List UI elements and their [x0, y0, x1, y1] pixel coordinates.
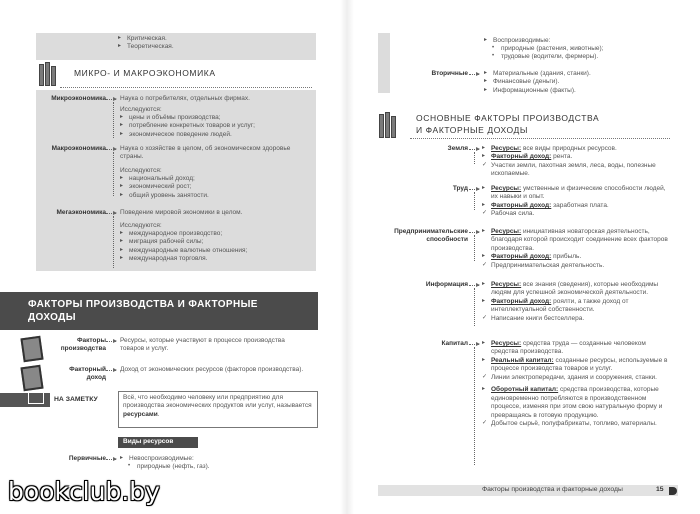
- resources-key: Ресурсы:: [491, 185, 522, 192]
- macro-arrow: [106, 149, 116, 150]
- note-text-end: .: [157, 410, 160, 418]
- list-item: ▸ цены и объёмы производства;: [120, 114, 310, 122]
- book-icon-2: [20, 365, 43, 392]
- primary-subitems: [120, 463, 310, 471]
- note-box: [118, 391, 318, 428]
- capital-resources: [482, 340, 674, 357]
- list-item: ▸ миграция рабочей силы;: [120, 238, 310, 246]
- macro-studies: Исследуются:: [120, 167, 162, 174]
- secondary-label: Вторичные: [431, 70, 468, 77]
- income-key: Факторный доход:: [491, 153, 552, 161]
- factors-arrow: [106, 341, 116, 342]
- secondary-items: [484, 70, 674, 95]
- section-title-block: [36, 60, 318, 90]
- micro-studies: Исследуются:: [120, 106, 162, 113]
- macro-label: Макроэкономика: [51, 145, 106, 152]
- page-number: 15: [656, 486, 664, 493]
- list-item: ▸ Критическая.: [118, 35, 308, 43]
- list-item: ▸ международные валютные отношения;: [120, 247, 310, 255]
- income-text: прибыль.: [551, 253, 582, 261]
- list-item: • трудовые (водители, фермеры).: [492, 53, 674, 61]
- books-icon: [379, 112, 396, 138]
- list-item: ▸ общий уровень занятости.: [120, 192, 310, 200]
- land-arrow: [469, 149, 479, 150]
- entrepreneurship-resources: [482, 228, 674, 253]
- mega-description: Поведение мировой экономики в целом.: [120, 209, 243, 216]
- list-item: ▸ Финансовые (деньги).: [484, 78, 674, 86]
- resources-key: Ресурсы:: [491, 145, 522, 152]
- information-connector: [474, 288, 475, 326]
- capital-real-example: ✓ Линии электропередачи, здания и сооружения, станки.: [482, 374, 674, 382]
- land-label: Земля: [447, 145, 468, 152]
- mega-studies: Исследуются:: [120, 222, 162, 229]
- resources-key: Ресурсы:: [491, 281, 522, 288]
- working-capital-key: Оборотный капитал:: [491, 386, 559, 394]
- macro-connector: [113, 152, 114, 196]
- income-text: роялти, а также доход от интеллектуальной собственности.: [491, 297, 629, 314]
- secondary-arrow: [469, 74, 479, 75]
- land-example: ✓ Участки земли, пахотная земля, леса, воды, полезные ископаемые.: [482, 162, 674, 179]
- entrepreneurship-label: Предпринимательские способности: [394, 228, 468, 244]
- list-item: ▸ экономическое поведение людей.: [120, 131, 310, 139]
- labour-block: [482, 185, 674, 219]
- mega-label: Мегаэкономика: [56, 209, 106, 216]
- working-capital-text: средства производства, которые единовременно потребляются в производственном процессе, изменяя при этом свою натуральную форму и превращаясь в готовую продукцию.: [491, 386, 663, 419]
- capital-working: [482, 386, 674, 420]
- factors-label: Факторы производства: [60, 337, 106, 353]
- entrepreneurship-connector: [474, 235, 475, 261]
- labour-example: ✓ Рабочая сила.: [482, 210, 674, 218]
- envelope-icon: [28, 392, 44, 404]
- income-text: заработная плата.: [551, 201, 609, 209]
- information-block: [482, 281, 674, 323]
- mega-items: [120, 230, 310, 264]
- income-key: Факторный доход:: [491, 253, 552, 261]
- resources-text: средства труда — созданные человеком средства производства.: [491, 340, 646, 356]
- information-label: Информация: [425, 281, 468, 288]
- micro-description: Наука о потребителях, отдельных фирмах.: [120, 95, 250, 102]
- primary-label: Первичные: [68, 455, 106, 462]
- primary-arrow: [106, 459, 116, 460]
- labour-connector: [474, 192, 475, 210]
- page-number-mark: [669, 487, 677, 495]
- section-title-micro-macro: МИКРО- И МАКРОЭКОНОМИКА: [74, 68, 216, 78]
- resources-text: инициативная новаторская деятельность, благодаря которой происходит соединение всех факторов производства.: [491, 228, 668, 252]
- capital-label: Капитал: [441, 340, 468, 347]
- entrepreneurship-block: [482, 228, 674, 270]
- income-key: Факторный доход:: [491, 201, 552, 209]
- entrepreneurship-example: ✓ Предпринимательская деятельность.: [482, 262, 674, 270]
- section-title-underline: [410, 138, 670, 139]
- entrepreneurship-income: [482, 253, 674, 261]
- list-item: ▸ Теоретическая.: [118, 43, 308, 51]
- resources-key: Ресурсы:: [491, 228, 522, 235]
- income-key: Факторный доход:: [491, 297, 552, 305]
- land-income: [482, 153, 674, 161]
- resources-header: Виды ресурсов: [118, 437, 198, 448]
- income-arrow: [106, 370, 116, 371]
- capital-arrow: [469, 344, 479, 345]
- entrepreneurship-arrow: [469, 232, 479, 233]
- capital-real: [482, 357, 674, 374]
- resources-text: все знания (сведения), которые необходимы людям для успешной экономической деятельности.: [491, 281, 659, 297]
- micro-arrow: [106, 99, 116, 100]
- capital-working-example: ✓ Добытое сырьё, полуфабрикаты, топливо, материалы.: [482, 420, 674, 428]
- list-item: ▸ Информационные (факты).: [484, 87, 674, 95]
- section-title-factors-line2: И ФАКТОРНЫЕ ДОХОДЫ: [416, 125, 529, 135]
- information-example: ✓ Написание книги бестселлера.: [482, 315, 674, 323]
- real-capital-text: созданные ресурсы, используемые в процессе производства товаров и услуг.: [491, 356, 668, 373]
- note-text-bold: ресурсами: [123, 410, 158, 418]
- book-icon: [20, 336, 43, 363]
- resources-text: умственные и физические способности людей, их навыки и опыт.: [491, 185, 666, 201]
- micro-items: [120, 114, 310, 139]
- list-item: ▸ Воспроизводимые:: [484, 37, 674, 45]
- income-label: Факторный доход: [69, 366, 106, 382]
- footer-text: Факторы производства и факторные доходы: [482, 486, 623, 493]
- watermark: bookclub.by: [8, 477, 160, 506]
- note-label: НА ЗАМЕТКУ: [54, 396, 98, 403]
- income-text: рента.: [551, 153, 573, 161]
- right-top-subitems: [484, 45, 674, 62]
- list-item: • природные (растения, животные);: [492, 45, 674, 53]
- section-title-underline: [60, 87, 312, 88]
- information-arrow: [469, 285, 479, 286]
- list-item: • природные (нефть, газ).: [128, 463, 310, 471]
- capital-connector: [474, 347, 475, 465]
- real-capital-key: Реальный капитал:: [491, 356, 554, 364]
- resources-text: все виды природных ресурсов.: [521, 145, 617, 152]
- resources-key: Ресурсы:: [491, 340, 522, 347]
- macro-description: Наука о хозяйстве в целом, об экономическом здоровье страны.: [120, 145, 291, 161]
- list-item: ▸ экономический рост;: [120, 183, 310, 191]
- information-resources: [482, 281, 674, 298]
- capital-block: [482, 340, 674, 428]
- list-item: ▸ международное производство;: [120, 230, 310, 238]
- list-item: ▸ национальный доход;: [120, 175, 310, 183]
- note-text: Всё, что необходимо человеку или предприятию для производства экономических продуктов или услуг, называется: [123, 394, 312, 410]
- banner-title: ФАКТОРЫ ПРОИЗВОДСТВА И ФАКТОРНЫЕ ДОХОДЫ: [28, 299, 258, 323]
- list-item: ▸ международная торговля.: [120, 255, 310, 263]
- income-description: Доход от экономических ресурсов (факторов производства).: [120, 366, 304, 373]
- mega-connector: [113, 216, 114, 268]
- list-item: ▸ потребление конкретных товаров и услуг;: [120, 122, 310, 130]
- land-connector: [474, 152, 475, 164]
- section-title-factors-line1: ОСНОВНЫЕ ФАКТОРЫ ПРОИЗВОДСТВА: [416, 113, 600, 123]
- books-icon: [39, 62, 56, 86]
- right-page-gray-strip: [378, 33, 390, 93]
- list-item: ▸ Невоспроизводимые:: [120, 455, 310, 463]
- micro-connector: [113, 102, 114, 138]
- list-item: ▸ Материальные (здания, станки).: [484, 70, 674, 78]
- mega-arrow: [106, 213, 116, 214]
- page-gutter: [340, 0, 354, 514]
- land-block: [482, 145, 674, 179]
- information-income: [482, 298, 674, 315]
- labour-arrow: [469, 189, 479, 190]
- labour-label: Труд: [452, 185, 468, 192]
- factors-description: Ресурсы, которые участвуют в процессе производства товаров и услуг.: [120, 337, 285, 353]
- micro-label: Микроэкономика: [51, 95, 106, 102]
- macro-items: [120, 175, 310, 200]
- left-top-list: [118, 35, 308, 52]
- factors-banner: [0, 292, 318, 330]
- labour-resources: [482, 185, 674, 202]
